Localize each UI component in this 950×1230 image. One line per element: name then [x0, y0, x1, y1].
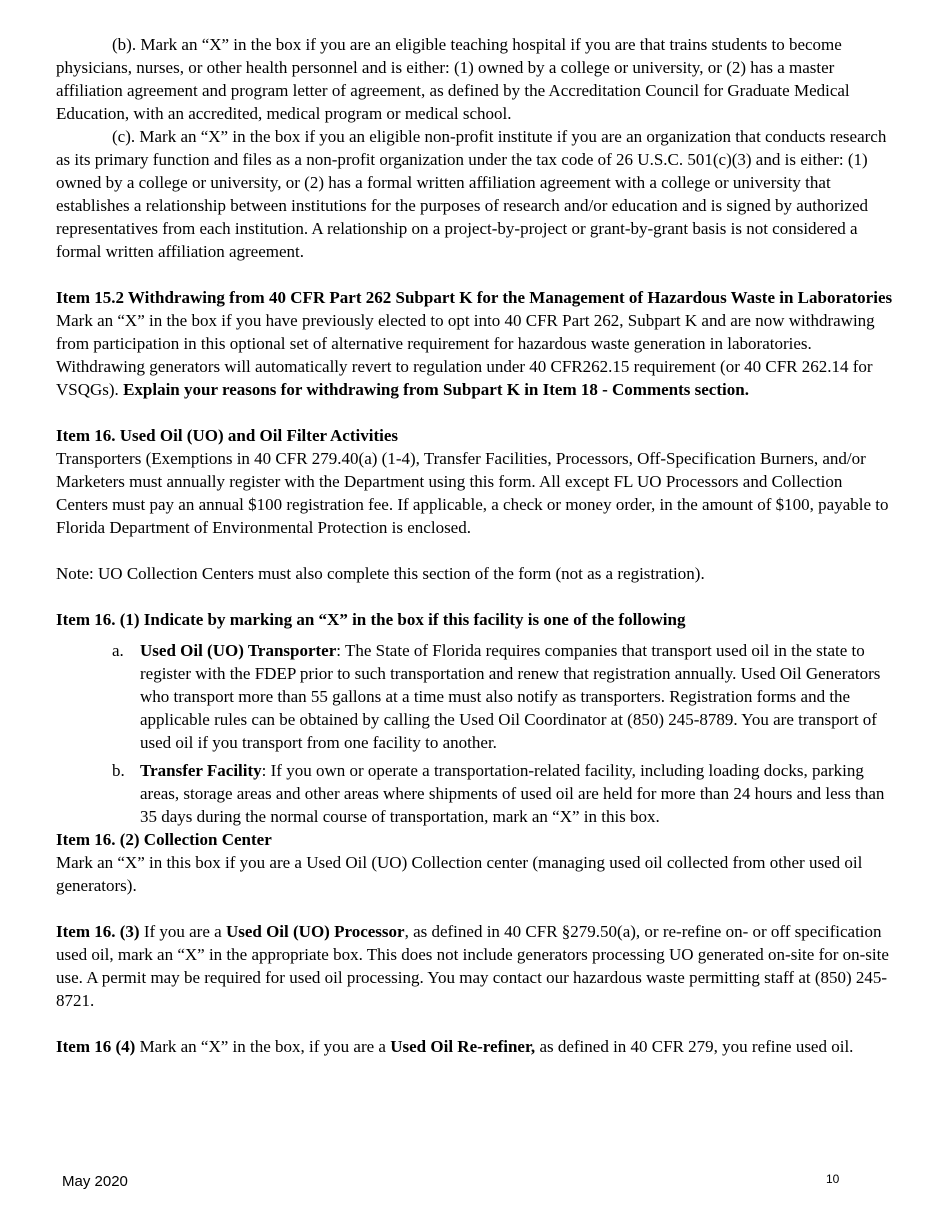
footer-date: May 2020: [62, 1173, 128, 1190]
list-item-transporter: [56, 639, 898, 754]
item-15-2-text: Mark an “X” in the box if you have previously elected to opt into 40 CFR Part 262, Subpart K and are now withdrawing from participation in this optional set of alternative requirement for hazardous waste generation in laboratories. Withdrawing generators will automatically revert to regulation under 40 CFR262.15 requirement (or 40 CFR 262.14 for VSQGs).: [56, 311, 875, 399]
item-16-1-heading: Item 16. (1) Indicate by marking an “X” in the box if this facility is one of the following: [56, 610, 686, 629]
transfer-facility-term: Transfer Facility: [140, 761, 262, 780]
transporter-term: Used Oil (UO) Transporter: [140, 641, 337, 660]
re-refiner-term: Used Oil Re-refiner,: [390, 1037, 536, 1056]
item-16-4-paragraph: [56, 1035, 898, 1058]
item-16-body: Transporters (Exemptions in 40 CFR 279.40(a) (1-4), Transfer Facilities, Processors, Off-Specification Burners, and/or Marketers must annually register with the Department using this form. All except FL UO Processors and Collection Centers must pay an annual $100 registration fee. If applicable, a check or money order, in the amount of $100, payable to Florida Department of Environmental Protection is enclosed.: [56, 449, 889, 537]
transporter-text: : The State of Florida requires companies that transport used oil in the state to register with the FDEP prior to such transportation and renew that registration annually. Used Oil Generators who transport more than 55 gallons at a time must also notify as transporters. Registration forms and the applicable rules can be obtained by calling the Used Oil Coordinator at (850) 245-8789. You are transport of used oil if you transport from one facility to another.: [140, 641, 881, 752]
item-16-3-post: , as defined in 40 CFR §279.50(a), or re-refine on- or off specification used oil, mark an “X” in the appropriate box. This does not include generators processing UO generated on-site for on-site use. A permit may be required for used oil processing. You may contact our hazardous waste permitting staff at (850) 245-8721.: [56, 922, 889, 1010]
item-15-2-body: [56, 309, 898, 401]
item-16-4-post: as defined in 40 CFR 279, you refine used oil.: [535, 1037, 854, 1056]
transfer-facility-text: : If you own or operate a transportation-related facility, including loading docks, parking areas, storage areas and other areas where shipments of used oil are held for more than 24 hours and less than 35 days during the normal course of transportation, mark an “X” in this box.: [140, 761, 885, 826]
item-16-4-label: Item 16 (4): [56, 1037, 136, 1056]
list-item-transfer-facility: [56, 759, 898, 828]
page-number: 10: [826, 1172, 840, 1186]
item-16-4-pre: Mark an “X” in the box, if you are a: [135, 1037, 391, 1056]
processor-term: Used Oil (UO) Processor: [225, 922, 405, 941]
list-marker: a.: [112, 641, 124, 660]
list-marker: b.: [112, 761, 125, 780]
item-15-2-heading: Item 15.2 Withdrawing from 40 CFR Part 262 Subpart K for the Management of Hazardous Waste in Laboratories: [56, 288, 893, 307]
item-16-note: Note: UO Collection Centers must also complete this section of the form (not as a registration).: [56, 564, 705, 583]
item-16-3-label: Item 16. (3): [56, 922, 140, 941]
paragraph-b: (b). Mark an “X” in the box if you are an eligible teaching hospital if you are that trains students to become physicians, nurses, or other health personnel and is either: (1) owned by a college or university, or (2) has a master affiliation agreement and program letter of agreement, as defined by the Accreditation Council for Graduate Medical Education, with an accredited, medical program or medical school.: [56, 35, 850, 123]
document-page: [56, 33, 898, 1058]
item-16-heading: Item 16. Used Oil (UO) and Oil Filter Activities: [56, 426, 399, 445]
item-16-3-paragraph: [56, 920, 898, 1012]
item-16-2-heading: Item 16. (2) Collection Center: [56, 830, 272, 849]
item-15-2-bold-text: Explain your reasons for withdrawing from Subpart K in Item 18 - Comments section.: [123, 380, 749, 399]
item-16-3-pre: If you are a: [139, 922, 226, 941]
facility-type-list: [56, 639, 898, 828]
item-16-2-body: Mark an “X” in this box if you are a Used Oil (UO) Collection center (managing used oil collected from other used oil generators).: [56, 853, 863, 895]
paragraph-c: (c). Mark an “X” in the box if you an eligible non-profit institute if you are an organization that conducts research as its primary function and files as a non-profit organization under the tax code of 26 U.S.C. 501(c)(3) and is either: (1) owned by a college or university, or (2) has a formal written affiliation agreement with a college or university that establishes a relationship between institutions for the purposes of research and/or education and is signed by authorized representatives from each institution. A relationship on a project-by-project or grant-by-grant basis is not considered a formal written affiliation agreement.: [56, 127, 887, 261]
